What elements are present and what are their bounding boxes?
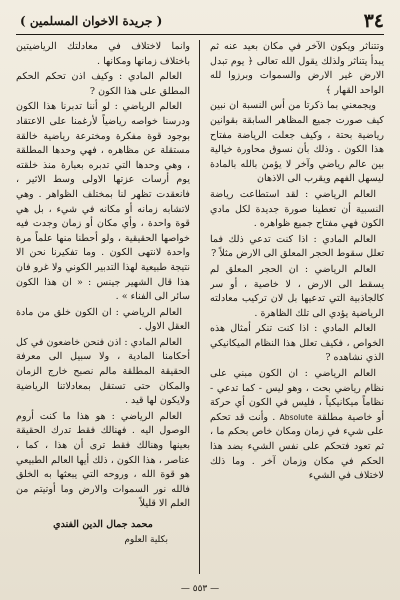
author-affiliation: بكلية العلوم — [124, 534, 168, 545]
left-column — [16, 40, 190, 576]
paragraph: العالم الرياضي : هو هذا ما كنت أروم الوصول اليه . فهنالك فقط تدرك الحقيقة بعينها وهنالك فقط ترى أن هذا ، كما ، عناصر ، هذا الكون ، ذلك أيها العالم الطبيعي هو قوة الله ، وروحه التي يبعثها به الخلق فالله نور السموات والارض وما أوتيتم من العلم الا قليلاً — [16, 410, 190, 510]
paragraph-text-before-latin: العالم الرياضي : ان الكون مبني على نظام رياضي بحت ، وهو ليس - كما تدعي - نظاماً ميكانيكياً ، فليس في الكون أي حركة أو خاصية مطلقة — [210, 368, 384, 423]
paragraph: العالم الرياضي : ان الكون خلق من مادة العقل الاول . — [16, 306, 190, 333]
paragraph-text-after-latin: . وأنت قد تحكم على شيء في زمان ومكان خاص بحكم ما ، ثم تعود فتحكم على نفس الشيء بضد هذا الحكم في مكان وزمان آخر . وما ذلك لاختلاف في الشيء — [210, 411, 384, 482]
right-column — [210, 40, 384, 576]
page-header — [16, 10, 384, 32]
paragraph: وتتناثر ويكون الآخر في مكان بعيد عنه ثم يبدأ يتناثر ولذلك يقول الله تعالى ﴿ يوم تبدل الارض غير الارض والسموات وبرزوا لله الواحد القهار ﴾ — [210, 41, 384, 96]
paragraph: العالم المادي : اذن فنحن خاضعون في كل أحكامنا المادية ، ولا سبيل الى معرفة الحقيقة المطلقة مالم نصبح خارج الزمان والمكان حتى تستقل بمعادلاتنا الرياضية ولايكون لها قيد . — [16, 336, 190, 407]
column-divider — [199, 40, 200, 574]
paragraph: العالم الرياضي : لقد استطاعت رياضة النسبية أن تعطينا صورة جديدة لكل مادي الكون فهي مفتاح جميع ظواهره . — [210, 188, 384, 230]
paragraph: العالم الرياضي : ان الحجر المعلق لم يسقط الى الارض ، لا خاصية ، أو سر كالجاذبية التي تدعيها بل لان تركيب معادلته الرياضية يؤدي الى تلك الظاهرة . — [210, 263, 384, 319]
paragraph: العالم الرياضي : لو أننا تدبرنا هذا الكون ودرسنا خواصه رياضياً لأرغمنا على الاعتقاد بوجود قوة مفكرة ومخترعة رياضية خالقة مستقلة عن مظاهره ، فهي وحدها المطلقة ، وهي وحدها التي تدبره بعبارة منذ خلقته يوم أرسات عزتها الاولى وسط الاثير ، فانعقدت تظهر لنا بمختلف الظواهر . وهي لاتشابه زمانه أو مكانه في شيء ، بل هي قوة واحدة ، وأي مكان أو زمان وجدت فيه خواصها الحقيقية ، ولو أحطنا منها علماً مرة واحدة لانتهى الكون . وما تفكيرنا نحن الا نتيجة طبيعية لهذا التدبير الكوني ولا غرو فان هذا قال الشهير جينس : « ان هذا الكون سائر الى الفناء » . — [16, 101, 190, 303]
header-rule — [16, 34, 384, 35]
page-number: ٣٤ — [363, 10, 384, 32]
paragraph: العالم المادي : اذا كنت تنكر أمثال هذه الخواص ، فكيف تعلل هذا النظام الميكانيكي الذي نشاهده ? — [210, 323, 384, 364]
journal-title: ( جريدة الاخوان المسلمين ) — [20, 14, 163, 28]
author-signature: محمد جمال الدين الفندي — [53, 519, 153, 530]
paragraph: ويجمعني بما ذكرتا من أس النسبة ان نبين كيف صورت جميع المظاهر السابقة بقوانين رياضية بحتة ، وكيف جعلت الرياضة مفتاح هذا الكون . وذلك بأن نسوق محاورة خيالية بين عالم رياضي وآخر لا يؤمن بالله بالمادة ليسهل الفهم ويقرب الى الاذهان — [210, 100, 384, 185]
paragraph: العالم المادي : وكيف اذن تحكم الحكم المطلق على هذا الكون ? — [16, 71, 190, 97]
paragraph: العالم المادي : اذا كنت تدعي ذلك فما تعلل سقوط الحجر المعلق الى الارض مثلاً ? — [210, 233, 384, 260]
paragraph-with-latin — [210, 367, 384, 484]
paragraph: وانما لاختلاف في معادلتك الرياضيتين باختلاف زمانها ومكانها . — [16, 41, 190, 67]
latin-term: Absolute — [279, 412, 313, 422]
page-footer-number: — ٥٥٣ — — [180, 584, 220, 594]
